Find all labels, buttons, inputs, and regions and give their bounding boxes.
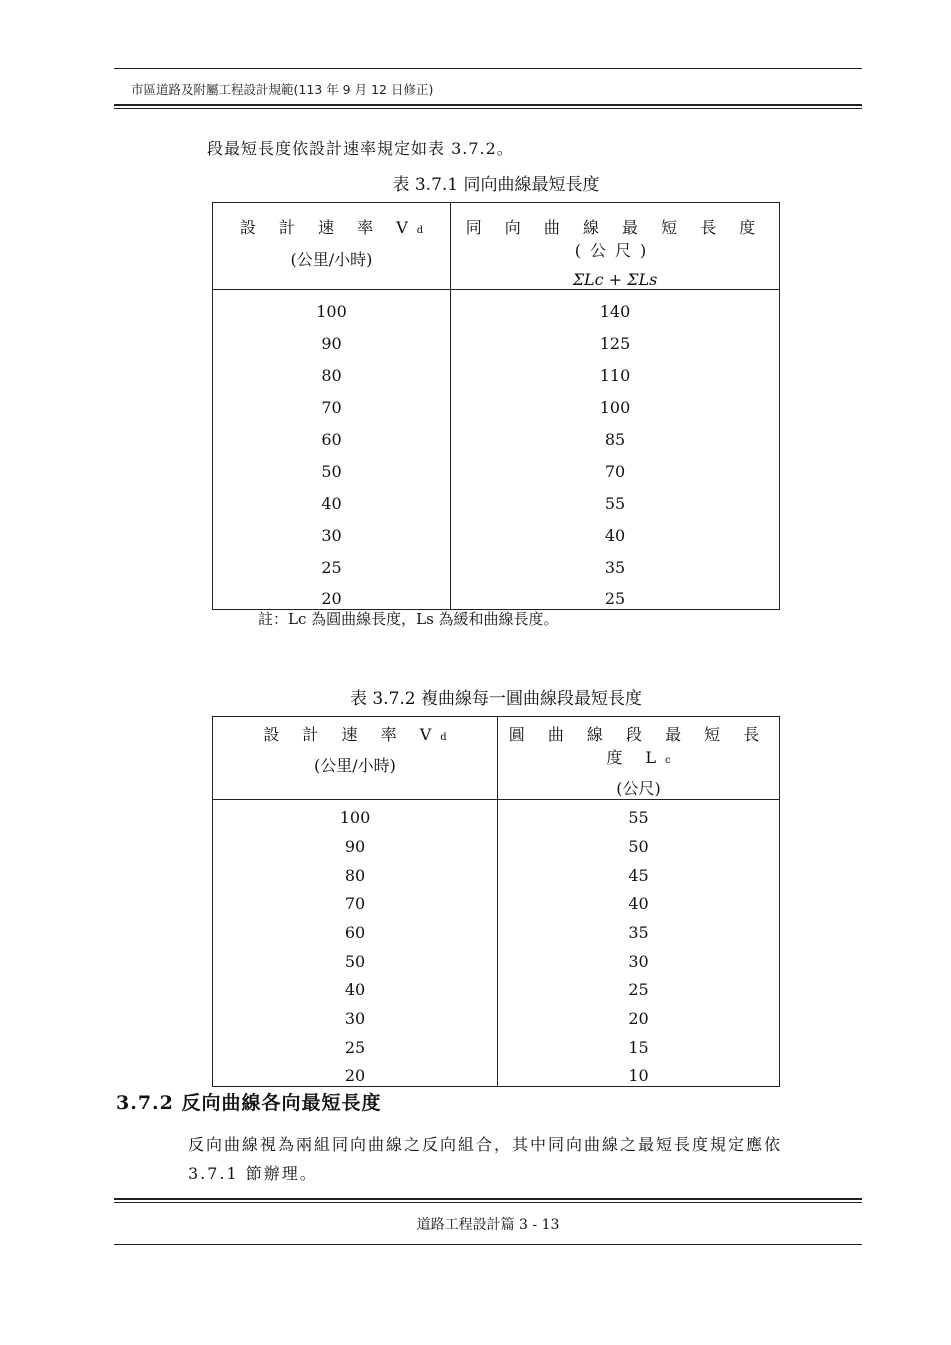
length-cell: 85	[451, 418, 780, 450]
length-cell: 110	[451, 354, 780, 386]
table2-header-speed-label: 設 計 速 率 V	[263, 725, 441, 744]
speed-cell: 20	[213, 578, 451, 610]
length-cell: 40	[451, 514, 780, 546]
speed-cell: 50	[213, 943, 498, 972]
speed-cell: 20	[213, 1058, 498, 1087]
length-cell: 30	[498, 943, 780, 972]
speed-cell: 100	[213, 800, 498, 829]
table-row	[213, 418, 780, 450]
table-row	[213, 1000, 780, 1029]
table-row	[213, 482, 780, 514]
table1-caption: 表 3.7.1 同向曲線最短長度	[392, 175, 600, 195]
length-cell: 40	[498, 886, 780, 915]
speed-cell: 100	[213, 290, 451, 322]
length-cell: 140	[451, 290, 780, 322]
table1-header-speed-subscript: d	[416, 225, 424, 236]
length-cell: 15	[498, 1029, 780, 1058]
page-footer: 道路工程設計篇 3 - 13	[416, 1217, 560, 1233]
section-heading: 3.7.2 反向曲線各向最短長度	[116, 1092, 382, 1114]
table1-note: 註：Lc 為圓曲線長度，Ls 為緩和曲線長度。	[258, 610, 559, 628]
table2-header-length-unit: (公尺)	[616, 779, 661, 798]
table-row	[213, 972, 780, 1001]
table1-header-speed-label: 設 計 速 率 V	[239, 218, 417, 237]
length-cell: 100	[451, 386, 780, 418]
speed-cell: 70	[213, 886, 498, 915]
table2-header-length-label: 圓 曲 線 段 最 短 長 度 L	[508, 725, 769, 767]
table-row	[213, 886, 780, 915]
table1-header-speed	[213, 203, 451, 290]
speed-cell: 60	[213, 914, 498, 943]
table-row	[213, 1058, 780, 1087]
table-row	[213, 578, 780, 610]
table-3-7-2	[212, 716, 780, 1087]
speed-cell: 25	[213, 546, 451, 578]
table2-caption: 表 3.7.2 複曲線每一圓曲線段最短長度	[349, 689, 643, 709]
table-row	[213, 828, 780, 857]
table2-header-length	[498, 717, 780, 800]
length-cell: 55	[451, 482, 780, 514]
header-top-rule	[114, 68, 862, 69]
speed-cell: 80	[213, 354, 451, 386]
table-row	[213, 386, 780, 418]
table1-header-length-formula: ΣLc + ΣLs	[572, 270, 658, 289]
speed-cell: 40	[213, 482, 451, 514]
speed-cell: 25	[213, 1029, 498, 1058]
table-row	[213, 857, 780, 886]
length-cell: 20	[498, 1000, 780, 1029]
table1-header-length	[451, 203, 780, 290]
table1-header-speed-unit: (公里/小時)	[290, 250, 373, 269]
length-cell: 10	[498, 1058, 780, 1087]
table-row	[213, 1029, 780, 1058]
table-row	[213, 450, 780, 482]
header-bottom-rule-thin	[114, 108, 862, 109]
table2-header-speed	[213, 717, 498, 800]
table-3-7-1	[212, 202, 780, 610]
length-cell: 125	[451, 322, 780, 354]
speed-cell: 30	[213, 1000, 498, 1029]
table2-header-length-subscript: c	[665, 755, 671, 766]
speed-cell: 30	[213, 514, 451, 546]
footer-bottom-rule	[114, 1244, 862, 1245]
table2-header-speed-unit: (公里/小時)	[314, 756, 396, 775]
length-cell: 55	[498, 800, 780, 829]
table-row	[213, 322, 780, 354]
length-cell: 70	[451, 450, 780, 482]
length-cell: 45	[498, 857, 780, 886]
intro-text: 段最短長度依設計速率規定如表 3.7.2。	[207, 139, 514, 158]
speed-cell: 70	[213, 386, 451, 418]
length-cell: 25	[498, 972, 780, 1001]
length-cell: 25	[451, 578, 780, 610]
table-row	[213, 290, 780, 322]
footer-top-rule-thin	[114, 1202, 862, 1203]
table-row	[213, 514, 780, 546]
table1-header-length-label: 同 向 曲 線 最 短 長 度 (公尺)	[465, 218, 765, 260]
section-paragraph-line2: 3.7.1 節辦理。	[188, 1164, 318, 1183]
speed-cell: 50	[213, 450, 451, 482]
table-row	[213, 354, 780, 386]
speed-cell: 60	[213, 418, 451, 450]
speed-cell: 40	[213, 972, 498, 1001]
table2-header-speed-subscript: d	[440, 732, 447, 743]
table-row	[213, 800, 780, 829]
table-row	[213, 943, 780, 972]
length-cell: 35	[498, 914, 780, 943]
table-row	[213, 546, 780, 578]
table-row	[213, 914, 780, 943]
speed-cell: 90	[213, 322, 451, 354]
document-header-title: 市區道路及附屬工程設計規範(113 年 9 月 12 日修正)	[131, 82, 434, 97]
section-paragraph-line1: 反向曲線視為兩組同向曲線之反向組合，其中同向曲線之最短長度規定應依	[188, 1135, 783, 1154]
speed-cell: 90	[213, 828, 498, 857]
length-cell: 35	[451, 546, 780, 578]
speed-cell: 80	[213, 857, 498, 886]
footer-top-rule	[114, 1198, 862, 1200]
length-cell: 50	[498, 828, 780, 857]
header-bottom-rule	[114, 104, 862, 106]
